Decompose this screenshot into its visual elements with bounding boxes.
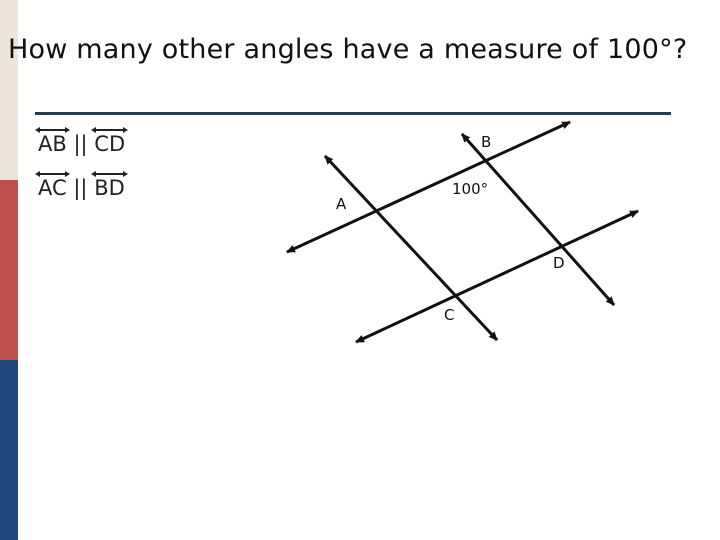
question-title: How many other angles have a measure of 100°? xyxy=(8,34,688,65)
line-cd xyxy=(356,211,638,342)
line-ac-label: AC xyxy=(38,176,67,200)
point-label-d: D xyxy=(553,254,565,272)
parallel-symbol: || xyxy=(66,176,95,200)
parallel-symbol: || xyxy=(66,132,95,156)
angle-label: 100° xyxy=(452,180,489,198)
line-bd xyxy=(462,134,614,305)
line-ab-label: AB xyxy=(38,132,67,156)
line-bd-label: BD xyxy=(94,176,125,200)
line-ab xyxy=(287,122,570,252)
point-label-b: B xyxy=(481,133,492,151)
line-cd-label: CD xyxy=(94,132,125,156)
point-label-c: C xyxy=(444,306,455,324)
point-label-a: A xyxy=(336,195,347,213)
